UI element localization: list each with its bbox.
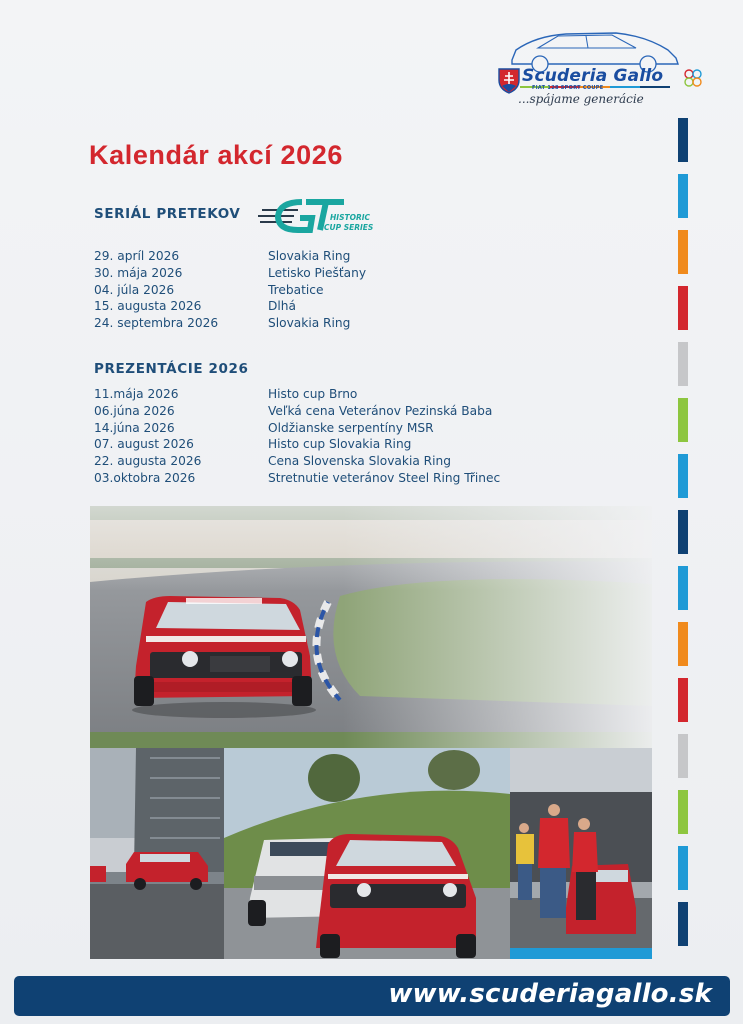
svg-text:CUP SERIES: CUP SERIES xyxy=(324,223,374,232)
event-date: 29. apríl 2026 xyxy=(94,249,180,264)
event-date: 06.júna 2026 xyxy=(94,404,175,419)
event-row xyxy=(94,265,614,282)
presentations-event-list xyxy=(94,386,614,486)
event-place: Slovakia Ring xyxy=(268,249,351,264)
historic-cup-series-logo xyxy=(258,196,378,236)
event-row xyxy=(94,403,614,420)
color-strip-segment xyxy=(678,846,688,890)
race-car-photo-main xyxy=(90,506,652,748)
color-strip-segment xyxy=(678,566,688,610)
person-red-shirt xyxy=(538,804,570,918)
color-strip-segment xyxy=(678,398,688,442)
event-date: 04. júla 2026 xyxy=(94,282,175,297)
color-strip-segment xyxy=(678,622,688,666)
color-strip-segment xyxy=(678,790,688,834)
svg-text:HISTORIC: HISTORIC xyxy=(330,213,371,222)
person-yellow-jacket xyxy=(516,823,534,900)
event-place: Dlhá xyxy=(268,299,296,314)
event-date: 22. augusta 2026 xyxy=(94,454,202,469)
website-link[interactable]: www.scuderiagallo.sk xyxy=(388,979,712,1009)
event-date: 14.júna 2026 xyxy=(94,420,175,435)
event-place: Letisko Piešťany xyxy=(268,266,367,281)
two-race-cars-photo xyxy=(224,748,510,959)
event-place: Cena Slovenska Slovakia Ring xyxy=(268,454,451,469)
event-date: 24. septembra 2026 xyxy=(94,316,219,331)
red-race-car-front xyxy=(316,834,476,958)
page-title: Kalendár akcí 2026 xyxy=(89,140,343,170)
event-row xyxy=(94,315,614,332)
series-event-list xyxy=(94,248,614,331)
team-members-photo xyxy=(510,748,652,959)
event-row xyxy=(94,453,614,470)
event-date: 15. augusta 2026 xyxy=(94,299,202,314)
color-strip-segment xyxy=(678,454,688,498)
logo-brand-name: Scuderia Gallo xyxy=(522,66,664,86)
event-row xyxy=(94,469,614,486)
gt-logo-icon xyxy=(258,196,378,236)
event-place: Veľká cena Veteránov Pezinská Baba xyxy=(268,404,493,419)
logo-tagline: ...spájame generácie xyxy=(518,92,644,106)
color-strip xyxy=(678,118,688,946)
event-date: 30. mája 2026 xyxy=(94,266,183,281)
event-row xyxy=(94,419,614,436)
event-place: Histo cup Slovakia Ring xyxy=(268,437,412,452)
logo-subtitle: FIAT 128 SPORT COUPE xyxy=(532,85,604,91)
scuderia-gallo-logo xyxy=(496,28,708,112)
color-strip-segment xyxy=(678,678,688,722)
color-strip-segment xyxy=(678,510,688,554)
event-row xyxy=(94,386,614,403)
event-place: Oldžianske serpentíny MSR xyxy=(268,420,434,435)
pit-building-photo xyxy=(90,748,224,959)
event-row xyxy=(94,298,614,315)
color-strip-segment xyxy=(678,734,688,778)
event-row xyxy=(94,281,614,298)
event-date: 03.oktobra 2026 xyxy=(94,470,196,485)
event-date: 11.mája 2026 xyxy=(94,387,179,402)
color-strip-segment xyxy=(678,230,688,274)
color-strip-segment xyxy=(678,286,688,330)
clover-icon xyxy=(682,68,704,88)
color-strip-segment xyxy=(678,118,688,162)
event-place: Stretnutie veteránov Steel Ring Třinec xyxy=(268,470,501,485)
color-strip-segment xyxy=(678,174,688,218)
event-date: 07. august 2026 xyxy=(94,437,194,452)
event-place: Slovakia Ring xyxy=(268,316,351,331)
slovak-shield-icon xyxy=(498,68,520,94)
event-row xyxy=(94,436,614,453)
presentations-heading: PREZENTÁCIE 2026 xyxy=(94,361,249,377)
event-place: Histo cup Brno xyxy=(268,387,358,402)
event-row xyxy=(94,248,614,265)
series-heading: SERIÁL PRETEKOV xyxy=(94,206,241,222)
color-strip-segment xyxy=(678,342,688,386)
color-strip-segment xyxy=(678,902,688,946)
footer-bar xyxy=(14,976,730,1016)
event-place: Trebatice xyxy=(268,282,324,297)
